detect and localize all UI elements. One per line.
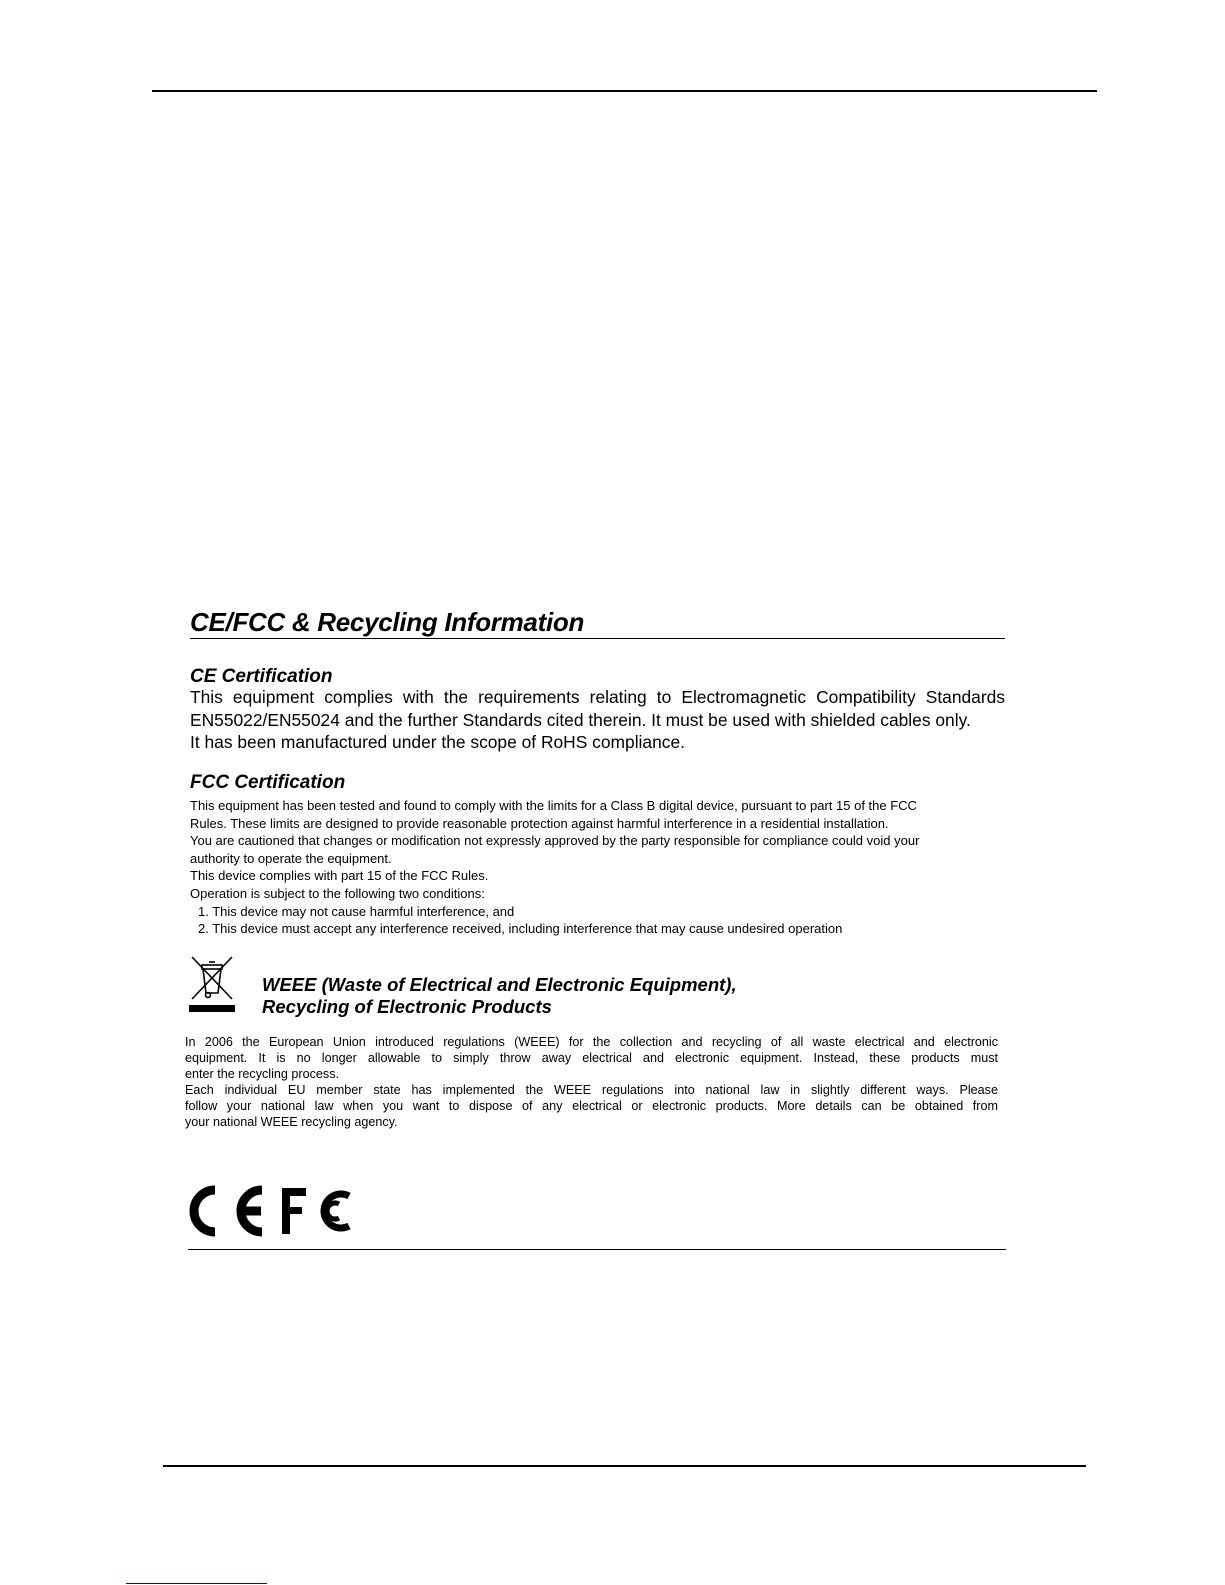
ce-heading: CE Certification [190,666,333,687]
weee-title-line: Recycling of Electronic Products [262,996,552,1017]
weee-line: your national WEEE recycling agency. [185,1115,398,1129]
logos-underline [188,1249,1006,1250]
ce-line: It has been manufactured under the scope of RoHS compliance. [190,732,685,752]
title-underline [190,638,1005,639]
section-title: CE/FCC & Recycling Information [190,607,585,637]
fcc-line: You are cautioned that changes or modification not expressly approved by the party responsible for compliance could void your [190,833,920,849]
certification-logos [189,1182,359,1240]
weee-line: equipment. It is no longer allowable to simply throw away electrical and electronic equipment. Instead, these products must [185,1051,998,1065]
ce-line: This equipment complies with the requirements relating to Electromagnetic Compatibility Standards [190,687,1005,707]
fcc-line: This device complies with part 15 of the FCC Rules. [190,868,489,884]
footer-rule [163,1465,1086,1467]
weee-paragraph [185,1034,998,1130]
ce-line: EN55022/EN55024 and the further Standards cited therein. It must be used with shielded cables only. [190,709,971,730]
fcc-line: This equipment has been tested and found to comply with the limits for a Class B digital device, pursuant to part 15 of the FCC [190,798,917,813]
ce-paragraph [190,686,1005,754]
weee-line: enter the recycling process. [185,1067,339,1081]
ce-mark-logo [194,1190,262,1232]
header-rule [152,90,1097,92]
fcc-condition: 1. This device may not cause harmful interference, and [198,903,515,919]
fcc-condition: 2. This device must accept any interference received, including interference that may cause undesired operation [198,921,843,937]
fcc-logo [282,1188,349,1234]
footer-link-underline[interactable] [126,1583,267,1584]
weee-line: follow your national law when you want to dispose of any electrical or electronic products. More details can be obtained from [185,1099,998,1113]
fcc-line: authority to operate the equipment. [190,850,392,866]
weee-title [262,974,737,1018]
fcc-paragraph [190,797,1005,938]
weee-line: In 2006 the European Union introduced regulations (WEEE) for the collection and recycling of all waste electrical and electronic [185,1035,998,1049]
crossed-out-wheelie-bin-icon [189,955,235,1013]
fcc-heading: FCC Certification [190,772,346,793]
weee-title-line: WEEE (Waste of Electrical and Electronic Equipment), [262,974,737,995]
weee-line: Each individual EU member state has implemented the WEEE regulations into national law in slightly different ways. Please [185,1083,998,1097]
fcc-line: Rules. These limits are designed to provide reasonable protection against harmful interference in a residential installation. [190,815,889,831]
fcc-line: Operation is subject to the following two conditions: [190,885,485,901]
